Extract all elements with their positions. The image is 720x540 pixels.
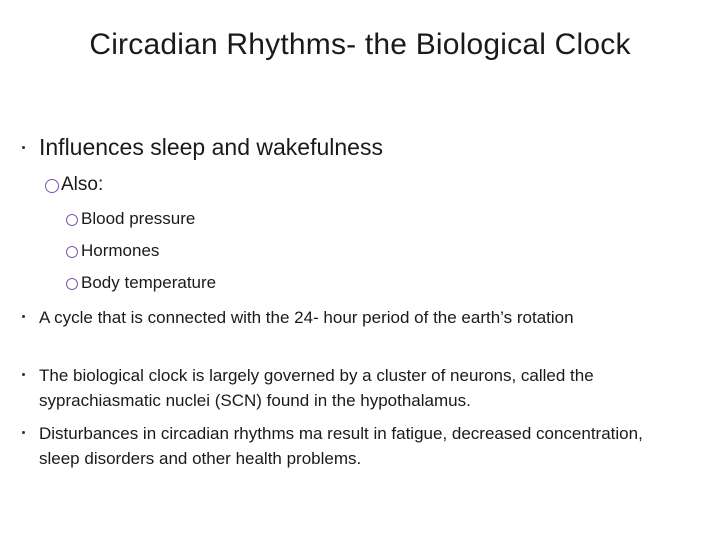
circle-bullet-icon (45, 179, 59, 193)
sub-sub-bullet-item (66, 273, 216, 293)
bullet-text: Disturbances in circadian rhythms ma result in fatigue, decreased concentration, sleep disorders and other health problems. (39, 424, 648, 468)
dot-bullet-icon (22, 315, 25, 318)
bullet-item (22, 421, 682, 471)
circle-bullet-icon (66, 214, 78, 226)
dot-bullet-icon (22, 146, 25, 149)
sub-sub-bullet-item (66, 241, 159, 261)
bullet-text: A cycle that is connected with the 24- hour period of the earth’s rotation (39, 308, 574, 327)
sub-sub-bullet-text: Body temperature (81, 273, 217, 292)
slide-title: Circadian Rhythms- the Biological Clock (89, 28, 631, 61)
bullet-item (22, 305, 662, 330)
bullet-item (22, 134, 383, 161)
dot-bullet-icon (22, 431, 25, 434)
circle-bullet-icon (66, 246, 78, 258)
circle-bullet-icon (66, 278, 78, 290)
sub-sub-bullet-text: Hormones (81, 241, 160, 260)
sub-bullet-text: Also: (61, 174, 104, 195)
bullet-text: The biological clock is largely governed by a cluster of neurons, called the syprachiasmatic nuclei (SCN) found in the hypothalamus. (39, 366, 599, 410)
bullet-text: Influences sleep and wakefulness (39, 134, 383, 160)
sub-bullet-item (45, 174, 103, 196)
sub-sub-bullet-text: Blood pressure (81, 209, 196, 228)
sub-sub-bullet-item (66, 209, 195, 229)
bullet-item (22, 363, 682, 413)
dot-bullet-icon (22, 373, 25, 376)
